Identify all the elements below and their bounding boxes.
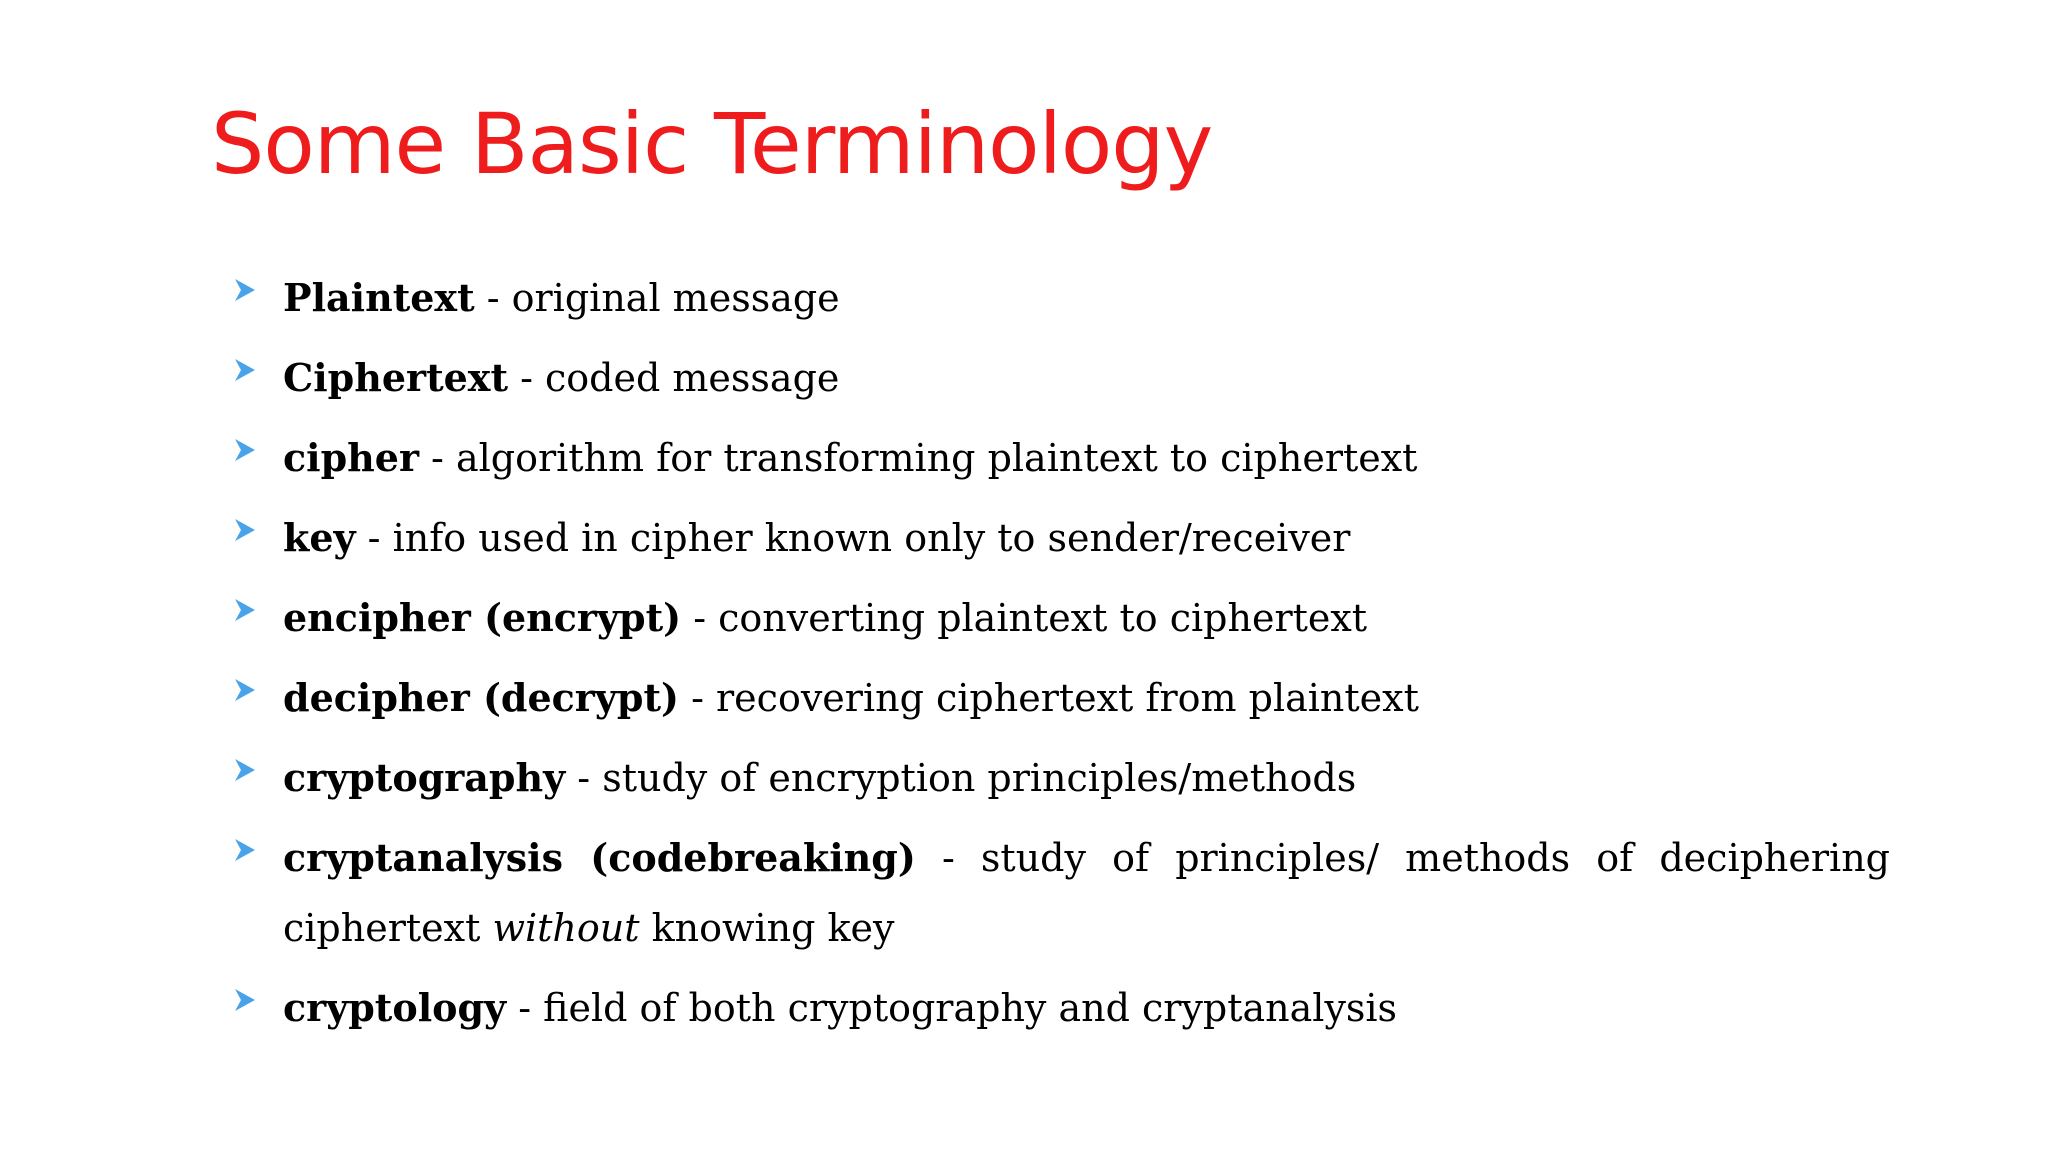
definition: - recovering ciphertext from plaintext	[679, 676, 1419, 720]
arrow-bullet-icon	[234, 678, 256, 702]
list-item	[230, 270, 1890, 350]
arrow-bullet-icon	[234, 518, 256, 542]
list-item	[230, 980, 1890, 1060]
definition: - algorithm for transforming plaintext to ciphertext	[418, 436, 1418, 480]
term: encipher (encrypt)	[283, 595, 682, 640]
arrow-bullet-icon	[234, 758, 256, 782]
term: cryptography	[283, 755, 566, 800]
definition: - coded message	[508, 356, 840, 400]
terminology-list	[230, 270, 1890, 1060]
list-item	[230, 510, 1890, 590]
term: cryptanalysis (codebreaking)	[283, 835, 916, 880]
emphasis-text: without	[492, 906, 640, 950]
arrow-bullet-icon	[234, 278, 256, 302]
term: Plaintext	[283, 275, 475, 320]
list-item	[230, 750, 1890, 830]
list-item	[230, 350, 1890, 430]
term: decipher (decrypt)	[283, 675, 680, 720]
term: cryptology	[283, 985, 507, 1030]
arrow-bullet-icon	[234, 438, 256, 462]
list-item	[230, 823, 1890, 973]
list-item	[230, 430, 1890, 510]
arrow-bullet-icon	[234, 838, 256, 862]
term: Ciphertext	[283, 355, 509, 400]
term: key	[283, 515, 356, 560]
arrow-bullet-icon	[234, 598, 256, 622]
definition-end: knowing key	[639, 906, 895, 950]
slide-title: Some Basic Terminology	[211, 95, 1213, 193]
term: cipher	[283, 435, 419, 480]
arrow-bullet-icon	[234, 988, 256, 1012]
arrow-bullet-icon	[234, 358, 256, 382]
list-item	[230, 590, 1890, 670]
definition: - study of encryption principles/methods	[565, 756, 1357, 800]
list-item	[230, 670, 1890, 750]
definition: - study of principles/ methods of deciphering ciphertext	[283, 836, 1890, 950]
definition: - original message	[474, 276, 840, 320]
definition: - field of both cryptography and cryptanalysis	[506, 986, 1398, 1030]
definition: - info used in cipher known only to sender/receiver	[355, 516, 1351, 560]
definition: - converting plaintext to ciphertext	[681, 596, 1368, 640]
